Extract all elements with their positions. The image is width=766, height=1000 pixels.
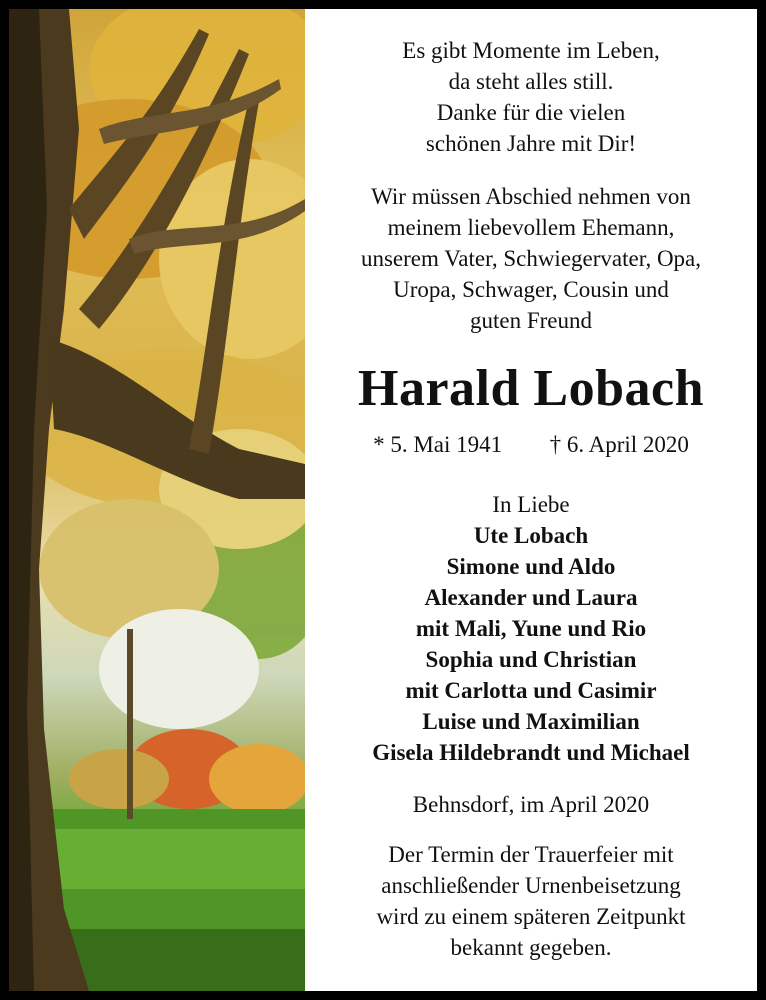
notice-line: bekannt gegeben. (450, 935, 612, 960)
deceased-name-text: Harald Lobach (358, 360, 704, 417)
motto-line: schönen Jahre mit Dir! (425, 131, 637, 156)
mourner-line: mit Mali, Yune und Rio (415, 616, 647, 641)
in-love-label: In Liebe (492, 492, 570, 517)
motto-line: Danke für die vielen (436, 100, 626, 125)
notice-line: Der Termin der Trauerfeier mit (388, 842, 674, 867)
mourners-block (305, 489, 757, 768)
farewell-line: guten Freund (469, 308, 592, 333)
mourner-line: Luise und Maximilian (422, 709, 640, 734)
notice-line: anschließender Urnenbeisetzung (381, 873, 681, 898)
notice-line: wird zu einem späteren Zeitpunkt (376, 904, 686, 929)
farewell-line: Wir müssen Abschied nehmen von (371, 184, 691, 209)
mourner-line: Alexander und Laura (424, 585, 638, 610)
place-date-text: Behnsdorf, im April 2020 (412, 792, 650, 817)
death-date: † 6. April 2020 (549, 432, 689, 457)
tree-illustration (9, 9, 305, 991)
farewell-line: Uropa, Schwager, Cousin und (393, 277, 669, 302)
motto-block (305, 35, 757, 159)
motto-line: da steht alles still. (448, 69, 614, 94)
mourner-line: Simone und Aldo (446, 554, 616, 579)
farewell-line: meinem liebevollem Ehemann, (387, 215, 675, 240)
life-dates (305, 429, 757, 460)
obituary-text (305, 9, 757, 991)
autumn-tree-photo (9, 9, 305, 991)
mourner-line: Sophia und Christian (425, 647, 637, 672)
farewell-block (305, 181, 757, 336)
mourner-line: Ute Lobach (473, 523, 589, 548)
mourner-line: mit Carlotta und Casimir (405, 678, 657, 703)
deceased-name (305, 359, 757, 419)
motto-line: Es gibt Momente im Leben, (402, 38, 660, 63)
place-date (305, 789, 757, 820)
obituary-card (9, 9, 757, 991)
mourner-line: Gisela Hildebrandt und Michael (372, 740, 690, 765)
farewell-line: unserem Vater, Schwiegervater, Opa, (360, 246, 702, 271)
funeral-notice (305, 839, 757, 963)
birth-date: * 5. Mai 1941 (373, 432, 503, 457)
